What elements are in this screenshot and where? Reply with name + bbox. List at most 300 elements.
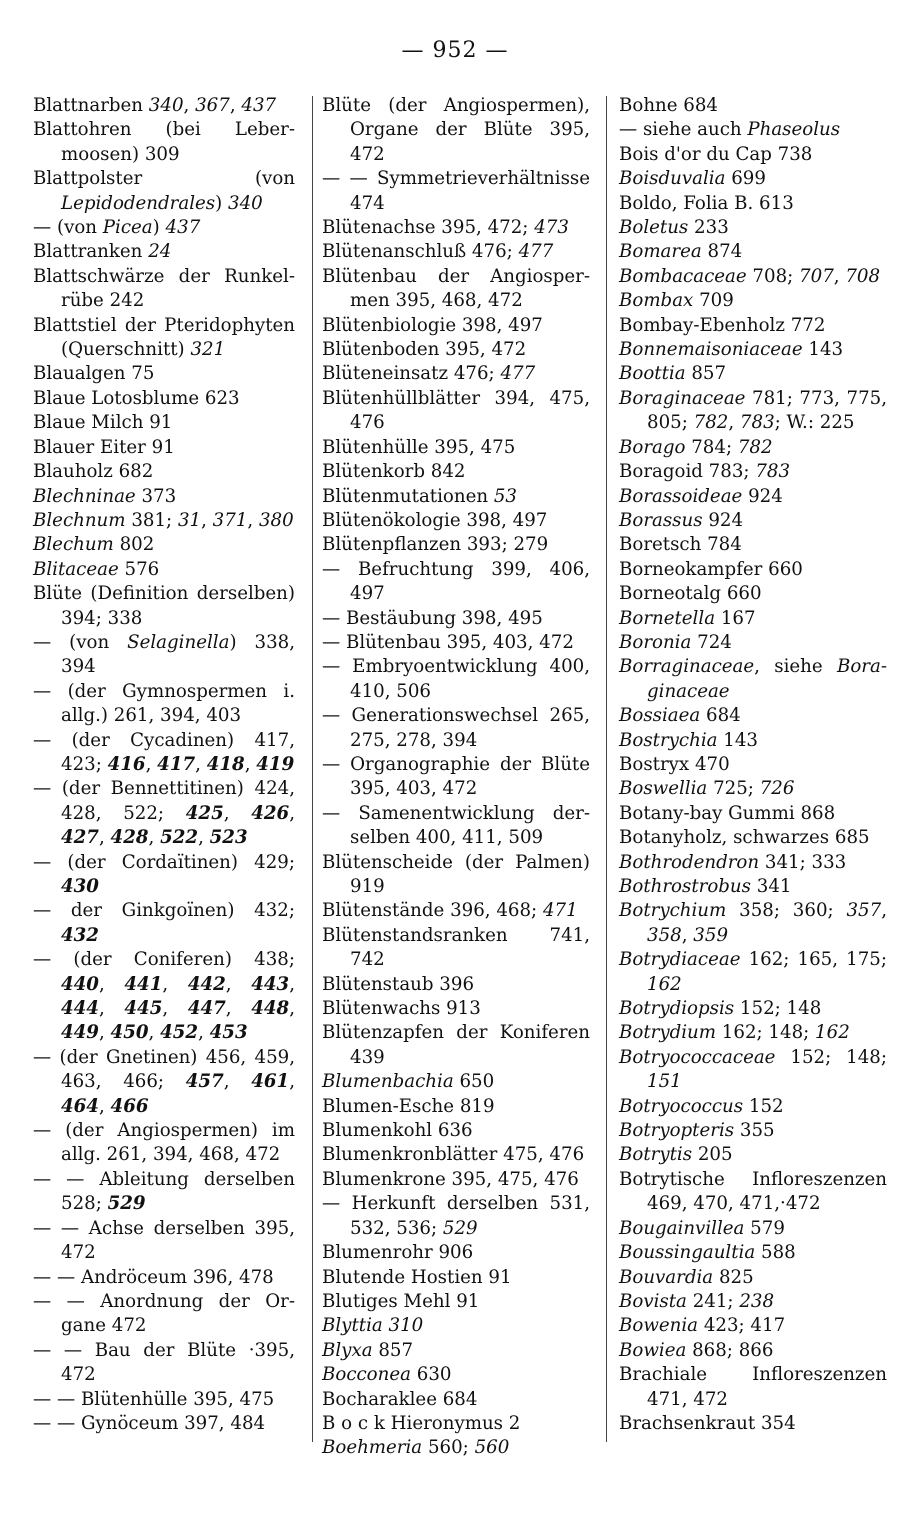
entry-text: 924 bbox=[702, 509, 744, 531]
index-entry bbox=[322, 973, 590, 997]
entry-text: 447 bbox=[187, 998, 226, 1020]
index-entry bbox=[33, 948, 295, 1046]
entry-text: 450 bbox=[110, 1022, 149, 1044]
entry-text: Blutende Hostien 91 bbox=[322, 1266, 512, 1288]
entry-text: Blattranken bbox=[33, 241, 149, 263]
entry-text: Bothrostrobus bbox=[619, 876, 751, 897]
entry-text: Blechum bbox=[33, 534, 114, 556]
index-entry bbox=[619, 1339, 887, 1363]
entry-text: Boronia bbox=[619, 631, 692, 653]
entry-text: Botanyholz, schwarzes 685 bbox=[619, 827, 870, 849]
index-entry bbox=[619, 1241, 887, 1265]
entry-text: Blütenökologie 398, 497 bbox=[322, 509, 548, 531]
entry-text: Bornetella bbox=[619, 607, 716, 629]
index-entry bbox=[322, 1436, 590, 1460]
entry-text: Blumen-Esche 819 bbox=[322, 1095, 495, 1117]
entry-text: 857 bbox=[372, 1339, 414, 1361]
entry-text: 357 bbox=[846, 900, 882, 922]
entry-text: Boussingaultia bbox=[619, 1242, 756, 1264]
index-entry bbox=[322, 631, 590, 655]
index-entry bbox=[33, 582, 295, 631]
entry-text: 445 bbox=[124, 998, 163, 1020]
entry-text: Bougainvillea bbox=[619, 1217, 745, 1239]
index-entry bbox=[322, 607, 590, 631]
index-entry bbox=[619, 777, 887, 801]
entry-text: , bbox=[223, 1071, 252, 1093]
index-entry bbox=[619, 1143, 887, 1167]
entry-text: 418 bbox=[206, 753, 245, 775]
entry-text: Boehmeria bbox=[322, 1437, 423, 1459]
index-column-middle bbox=[322, 94, 590, 1461]
entry-text: Selaginella bbox=[127, 631, 230, 653]
entry-text: — Befruchtung 399, 406, 497 bbox=[322, 558, 590, 605]
index-entry bbox=[619, 753, 887, 777]
entry-text: Bocharaklee 684 bbox=[322, 1388, 478, 1410]
index-entry bbox=[33, 411, 295, 435]
entry-text: — — Anordnung der Organe 472 bbox=[33, 1290, 295, 1337]
entry-text: 162; 165, 175; bbox=[740, 949, 887, 971]
entry-text: Bossiaea bbox=[619, 705, 701, 727]
entry-text: 650 bbox=[453, 1071, 495, 1093]
entry-text: 162 bbox=[647, 973, 682, 995]
entry-text: Boraginaceae bbox=[619, 387, 746, 409]
entry-text: Blaue Lotosblume 623 bbox=[33, 387, 240, 409]
entry-text: Blütenbiologie 398, 497 bbox=[322, 314, 543, 336]
entry-text: 430 bbox=[61, 876, 99, 897]
entry-text: 725; bbox=[707, 778, 760, 800]
index-entry bbox=[322, 899, 590, 923]
entry-text: ) bbox=[215, 192, 228, 214]
entry-text: — Blütenbau 395, 403, 472 bbox=[322, 631, 574, 653]
entry-text: 724 bbox=[691, 631, 732, 653]
index-entry bbox=[322, 1339, 590, 1363]
entry-text: Blyttia 310 bbox=[322, 1315, 424, 1337]
entry-text: Blüteneinsatz 476; bbox=[322, 363, 501, 385]
entry-text: 444 bbox=[61, 998, 99, 1020]
index-entry bbox=[322, 704, 590, 753]
entry-text: 340 bbox=[228, 192, 263, 214]
entry-text: Borassus bbox=[619, 509, 703, 531]
entry-text: , bbox=[162, 998, 188, 1020]
index-entry bbox=[322, 509, 590, 533]
index-entry bbox=[619, 265, 887, 289]
entry-text: 437 bbox=[165, 217, 201, 239]
entry-text: 924 bbox=[742, 485, 783, 507]
entry-text: 781; 773, 775, 805; bbox=[647, 387, 887, 434]
entry-text: , bbox=[183, 95, 196, 116]
entry-text: , bbox=[229, 95, 242, 116]
index-entry bbox=[33, 1412, 295, 1436]
index-entry bbox=[322, 1290, 590, 1314]
entry-text: ) bbox=[152, 217, 166, 239]
entry-text: Blütenboden 395, 472 bbox=[322, 339, 527, 361]
index-entry bbox=[619, 1168, 887, 1217]
entry-text: Blütenscheide (der Palmen) 919 bbox=[322, 851, 590, 897]
index-entry bbox=[619, 436, 887, 460]
entry-text: Blüte (der Angiospermen), Organe der Blüte 395, 472 bbox=[322, 95, 590, 165]
index-entry bbox=[33, 1388, 295, 1412]
index-entry bbox=[619, 338, 887, 362]
entry-text: Boldo, Folia B. 613 bbox=[619, 192, 794, 214]
entry-text: 783 bbox=[739, 412, 775, 434]
entry-text: , siehe bbox=[754, 656, 837, 678]
entry-text: 143 bbox=[717, 729, 758, 751]
entry-text: 708; bbox=[746, 265, 800, 287]
entry-text: — Generationswechsel 265, 275, 278, 394 bbox=[322, 705, 590, 751]
entry-text: 473 bbox=[534, 217, 569, 239]
entry-text: , bbox=[98, 1095, 111, 1117]
index-entry bbox=[33, 118, 295, 167]
entry-text: Boretsch 784 bbox=[619, 534, 742, 556]
entry-text: — Herkunft derselben 531, 532, 536; bbox=[322, 1193, 590, 1239]
index-entry bbox=[619, 1095, 887, 1119]
index-entry bbox=[322, 1070, 590, 1094]
entry-text: , bbox=[247, 509, 259, 531]
entry-text: ; W.: 225 bbox=[774, 412, 855, 434]
entry-text: Blauholz 682 bbox=[33, 461, 154, 483]
entry-text: Blaualgen 75 bbox=[33, 363, 155, 385]
entry-text: 340 bbox=[148, 95, 184, 116]
entry-text: 437 bbox=[241, 95, 277, 116]
index-entry bbox=[322, 533, 590, 557]
entry-text: 684 bbox=[700, 705, 741, 727]
entry-text: , bbox=[198, 827, 210, 849]
entry-text: — — Ableitung derselben 528; bbox=[33, 1168, 295, 1215]
entry-text: Brachsenkraut 354 bbox=[619, 1412, 796, 1434]
entry-text: Blattohren (bei Lebermoosen) 309 bbox=[33, 119, 295, 165]
entry-text: 380 bbox=[258, 509, 294, 531]
entry-text: Brachiale Infloreszenzen 471, 472 bbox=[619, 1364, 887, 1410]
entry-text: 443 bbox=[251, 973, 290, 995]
index-entry bbox=[619, 118, 887, 142]
entry-text: 709 bbox=[693, 290, 734, 312]
entry-text: 448 bbox=[251, 998, 290, 1020]
entry-text: Blütenzapfen der Koniferen 439 bbox=[322, 1022, 590, 1068]
index-entry bbox=[619, 802, 887, 826]
index-entry bbox=[33, 94, 295, 118]
index-entry bbox=[619, 192, 887, 216]
entry-text: 426 bbox=[251, 802, 290, 824]
index-entry bbox=[619, 1119, 887, 1143]
entry-text: 440 bbox=[61, 973, 99, 995]
index-entry bbox=[322, 1314, 590, 1338]
entry-text: Botrytische Infloreszenzen 469, 470, 471,·472 bbox=[619, 1168, 887, 1215]
entry-text: 699 bbox=[725, 168, 766, 190]
index-entry bbox=[619, 997, 887, 1021]
entry-text: 477 bbox=[518, 241, 554, 263]
index-column-right bbox=[619, 94, 887, 1436]
entry-text: , bbox=[98, 827, 111, 849]
entry-text: Blauer Eiter 91 bbox=[33, 436, 175, 458]
entry-text: , bbox=[223, 802, 252, 824]
entry-text: — — Bau der Blüte ·395, 472 bbox=[33, 1339, 295, 1386]
column-divider bbox=[312, 96, 313, 1442]
entry-text: Botryococcus bbox=[619, 1095, 744, 1117]
entry-text: 874 bbox=[701, 241, 743, 263]
entry-text: — (der Bennettitinen) 424, 428, 522; bbox=[33, 778, 295, 824]
entry-text: Bothrodendron bbox=[619, 851, 760, 873]
entry-text: Boswellia bbox=[619, 778, 708, 800]
entry-text: Blechnum bbox=[33, 509, 126, 531]
entry-text: 31 bbox=[177, 509, 202, 531]
index-entry bbox=[619, 875, 887, 899]
entry-text: , bbox=[98, 1022, 111, 1044]
entry-text: Blechninae bbox=[33, 485, 136, 507]
page-number: — 952 — bbox=[401, 38, 509, 63]
entry-text: 205 bbox=[692, 1144, 733, 1166]
entry-text: 241; bbox=[686, 1290, 740, 1312]
entry-text: Boletus bbox=[619, 217, 689, 239]
entry-text: Botryopteris bbox=[619, 1120, 735, 1142]
index-entry bbox=[619, 314, 887, 338]
entry-text: , bbox=[98, 998, 125, 1020]
index-entry bbox=[322, 216, 590, 240]
entry-text: Blütenachse 395, 472; bbox=[322, 217, 535, 239]
entry-text: — Bestäubung 398, 495 bbox=[322, 607, 543, 629]
entry-text: Bovista bbox=[619, 1290, 687, 1312]
index-entry bbox=[619, 948, 887, 997]
entry-text: 579 bbox=[744, 1217, 785, 1239]
entry-text: Blattstiel der Pteridophyten (Querschnitt) bbox=[33, 314, 295, 361]
entry-text: , bbox=[98, 973, 125, 995]
index-entry bbox=[33, 362, 295, 386]
entry-text: 522 bbox=[160, 827, 199, 849]
entry-text: Blitaceae bbox=[33, 558, 119, 580]
index-entry bbox=[322, 1095, 590, 1119]
entry-text: Bomarea bbox=[619, 241, 702, 263]
index-entry bbox=[33, 167, 295, 216]
entry-text: Boragoid 783; bbox=[619, 461, 756, 483]
entry-text: Boottia bbox=[619, 363, 686, 385]
entry-text: 461 bbox=[251, 1071, 290, 1093]
entry-text: — — Symmetrieverhältnisse 474 bbox=[322, 168, 590, 214]
index-entry bbox=[33, 899, 295, 948]
index-entry bbox=[322, 387, 590, 436]
index-entry bbox=[619, 94, 887, 118]
index-entry bbox=[619, 558, 887, 582]
entry-text: — (der Gnetinen) 456, 459, 463, 466; bbox=[33, 1046, 295, 1093]
entry-text: Bois d'or du Cap 738 bbox=[619, 143, 813, 165]
entry-text: 523 bbox=[209, 827, 248, 849]
index-entry bbox=[322, 1021, 590, 1070]
entry-text: — (der Coniferen) 438; bbox=[33, 949, 295, 971]
entry-text: , bbox=[148, 827, 161, 849]
entry-text: 452 bbox=[160, 1022, 199, 1044]
entry-text: Blutiges Mehl 91 bbox=[322, 1290, 480, 1312]
entry-text: — Organographie der Blüte 395, 403, 472 bbox=[322, 753, 590, 800]
index-entry bbox=[322, 485, 590, 509]
entry-text: Bowenia bbox=[619, 1315, 699, 1337]
entry-text: 358 bbox=[647, 924, 682, 946]
entry-text: Bocconea bbox=[322, 1364, 411, 1386]
entry-text: Botryococcaceae bbox=[619, 1046, 776, 1068]
entry-text: , bbox=[881, 900, 887, 922]
entry-text: Borago bbox=[619, 436, 686, 458]
entry-text: 477 bbox=[500, 363, 536, 385]
entry-text: 428 bbox=[110, 827, 149, 849]
index-entry bbox=[619, 826, 887, 850]
entry-text: 576 bbox=[118, 558, 160, 580]
entry-text: — — Blütenhülle 395, 475 bbox=[33, 1388, 275, 1410]
index-entry bbox=[322, 314, 590, 338]
entry-text: — — Gynöceum 397, 484 bbox=[33, 1412, 266, 1434]
index-entry bbox=[619, 460, 887, 484]
index-entry bbox=[33, 1290, 295, 1339]
entry-text: Boisduvalia bbox=[619, 168, 726, 190]
entry-text: 560 bbox=[474, 1437, 510, 1459]
entry-text: 726 bbox=[759, 778, 795, 800]
index-entry bbox=[33, 680, 295, 729]
index-column-left bbox=[33, 94, 295, 1436]
index-entry bbox=[33, 851, 295, 900]
entry-text: , bbox=[244, 753, 257, 775]
entry-text: 53 bbox=[493, 485, 517, 507]
index-entry bbox=[322, 362, 590, 386]
entry-text: Blyxa bbox=[322, 1339, 373, 1361]
index-entry bbox=[322, 924, 590, 973]
entry-text: — (von bbox=[33, 631, 128, 653]
index-entry bbox=[619, 289, 887, 313]
index-entry bbox=[322, 851, 590, 900]
entry-text: 24 bbox=[148, 241, 172, 263]
index-entry bbox=[619, 240, 887, 264]
index-entry bbox=[322, 753, 590, 802]
entry-text: Blütenwachs 913 bbox=[322, 998, 481, 1020]
entry-text: 857 bbox=[685, 363, 727, 385]
index-entry bbox=[322, 240, 590, 264]
index-entry bbox=[33, 558, 295, 582]
entry-text: Botany-bay Gummi 868 bbox=[619, 802, 836, 824]
index-entry bbox=[619, 1021, 887, 1045]
entry-text: — — Andröceum 396, 478 bbox=[33, 1266, 274, 1288]
entry-text: 449 bbox=[61, 1022, 99, 1044]
entry-text: Bostrychia bbox=[619, 729, 718, 751]
entry-text: Blattschwärze der Runkelrübe 242 bbox=[33, 265, 295, 312]
entry-text: 423; 417 bbox=[698, 1315, 786, 1337]
index-entry bbox=[33, 265, 295, 314]
index-entry bbox=[322, 655, 590, 704]
index-entry bbox=[322, 460, 590, 484]
entry-text: B o c k Hieronymus 2 bbox=[322, 1412, 521, 1434]
entry-text: 783 bbox=[755, 461, 791, 483]
index-entry bbox=[322, 1412, 590, 1436]
index-entry bbox=[33, 460, 295, 484]
index-entry bbox=[619, 1290, 887, 1314]
entry-text: ) 338, 394 bbox=[61, 631, 295, 678]
entry-text: 143 bbox=[802, 339, 844, 361]
entry-text: Boraginaceae bbox=[647, 656, 887, 702]
entry-text: 529 bbox=[107, 1193, 146, 1215]
entry-text: Bonnemaisoniaceae bbox=[619, 339, 803, 361]
entry-text: Bombay-Ebenholz 772 bbox=[619, 314, 826, 336]
index-entry bbox=[322, 1192, 590, 1241]
entry-text: Blüte (Definition derselben) 394; 338 bbox=[33, 583, 295, 629]
index-entry bbox=[33, 509, 295, 533]
index-entry bbox=[619, 387, 887, 436]
index-entry bbox=[33, 533, 295, 557]
entry-text: 152; 148; bbox=[775, 1046, 887, 1068]
entry-text: Borassoideae bbox=[619, 485, 743, 507]
entry-text: 367 bbox=[195, 95, 230, 116]
index-entry bbox=[322, 436, 590, 460]
entry-text: Blütenkorb 842 bbox=[322, 461, 466, 483]
entry-text: 529 bbox=[442, 1217, 478, 1239]
entry-text: Blattnarben bbox=[33, 95, 149, 116]
entry-text: 782 bbox=[737, 436, 773, 458]
entry-text: 151 bbox=[647, 1071, 682, 1093]
entry-text: Bostryx 470 bbox=[619, 753, 730, 775]
entry-text: 162; 148; bbox=[716, 1022, 816, 1044]
index-entry bbox=[322, 94, 590, 167]
entry-text: — (von bbox=[33, 217, 103, 239]
entry-text: Botrychium bbox=[619, 900, 727, 922]
entry-text: , bbox=[681, 924, 694, 946]
index-entry bbox=[33, 1046, 295, 1119]
entry-text: Blumenkrone 395, 475, 476 bbox=[322, 1168, 579, 1190]
entry-text: — (der Gymnospermen i. allg.) 261, 394, 403 bbox=[33, 680, 295, 727]
entry-text: 782 bbox=[693, 412, 729, 434]
index-entry bbox=[619, 607, 887, 631]
entry-text: Blütenbau der Angiospermen 395, 468, 472 bbox=[322, 265, 590, 312]
entry-text: Picea bbox=[102, 217, 153, 239]
entry-text: 432 bbox=[61, 924, 99, 946]
entry-text: 238 bbox=[739, 1290, 775, 1312]
entry-text: 560; bbox=[422, 1437, 475, 1459]
index-entry bbox=[619, 533, 887, 557]
entry-text: Blütenpflanzen 393; 279 bbox=[322, 534, 549, 556]
entry-text: , bbox=[225, 973, 252, 995]
entry-text: 802 bbox=[113, 534, 155, 556]
index-entry bbox=[619, 631, 887, 655]
index-entry bbox=[322, 1143, 590, 1167]
entry-text: Phaseolus bbox=[747, 119, 841, 141]
entry-text: Borneokampfer 660 bbox=[619, 558, 803, 580]
entry-text: 371 bbox=[212, 509, 248, 531]
entry-text: 355 bbox=[734, 1120, 775, 1142]
index-entry bbox=[33, 216, 295, 240]
entry-text: 373 bbox=[135, 485, 177, 507]
entry-text: 588 bbox=[755, 1242, 796, 1264]
entry-text: 442 bbox=[187, 973, 226, 995]
entry-text: Bowiea bbox=[619, 1339, 687, 1361]
index-entry bbox=[33, 1168, 295, 1217]
entry-text: Botrydiopsis bbox=[619, 998, 735, 1020]
entry-text: — Samenentwicklung derselben 400, 411, 509 bbox=[322, 802, 590, 849]
entry-text: Bombacaceae bbox=[619, 265, 747, 287]
entry-text: 425 bbox=[185, 802, 224, 824]
index-entry bbox=[33, 729, 295, 778]
entry-text: 167 bbox=[715, 607, 756, 629]
entry-text: 707 bbox=[799, 265, 834, 287]
index-entry bbox=[33, 485, 295, 509]
entry-text: , bbox=[289, 1071, 295, 1093]
entry-text: 416 bbox=[107, 753, 146, 775]
index-entry bbox=[322, 1363, 590, 1387]
entry-text: Blütenmutationen bbox=[322, 485, 494, 507]
entry-text: , bbox=[201, 509, 213, 531]
entry-text: — der Ginkgoïnen) 432; bbox=[33, 900, 295, 922]
entry-text: , bbox=[289, 998, 295, 1020]
index-entry bbox=[33, 1119, 295, 1168]
index-entry bbox=[322, 1168, 590, 1192]
index-entry bbox=[619, 704, 887, 728]
index-entry bbox=[33, 631, 295, 680]
index-entry bbox=[619, 362, 887, 386]
index-entry bbox=[619, 582, 887, 606]
entry-text: 441 bbox=[124, 973, 163, 995]
entry-text: , bbox=[289, 802, 295, 824]
entry-text: 630 bbox=[410, 1364, 452, 1386]
